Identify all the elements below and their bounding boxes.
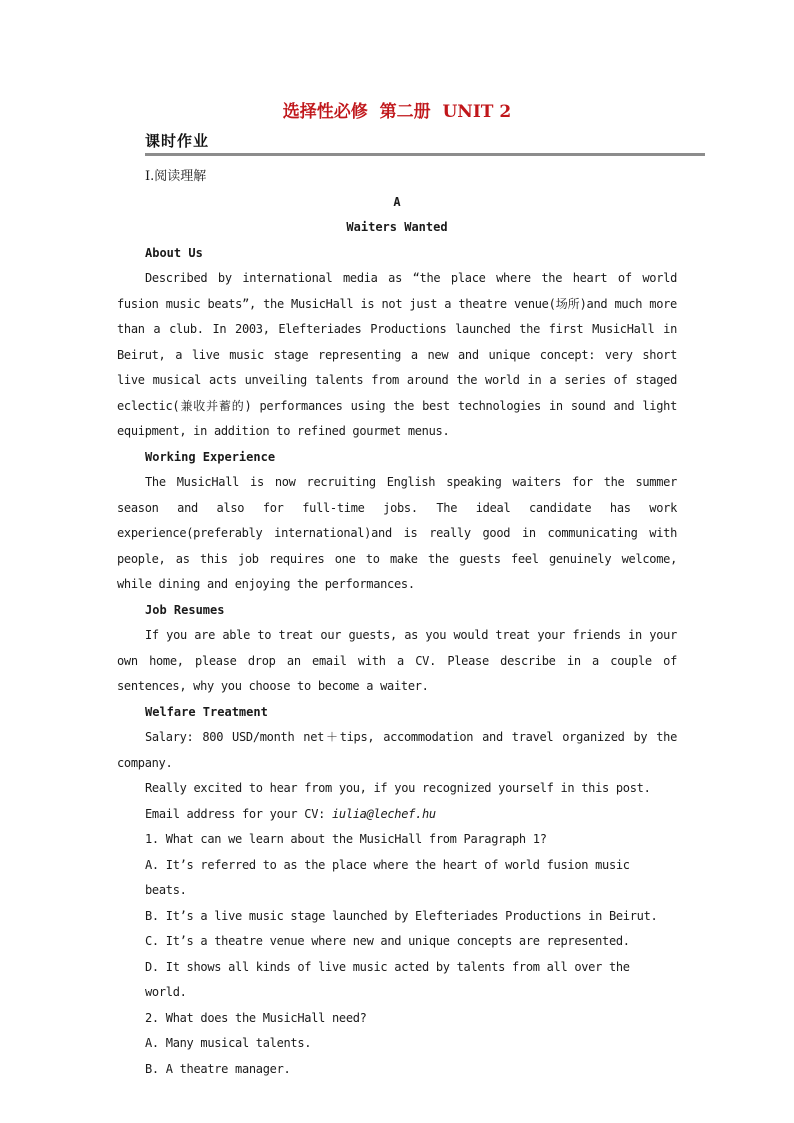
email-address: iulia@lechef.hu (331, 806, 436, 821)
header-divider (145, 153, 705, 156)
passage-title: Waiters Wanted (346, 220, 448, 234)
welfare-heading: Welfare Treatment (145, 704, 268, 719)
document-title: 选择性必修 第二册 UNIT 2 (282, 102, 512, 122)
question-2-option-a: A. Many musical talents. (145, 1036, 312, 1050)
passage-letter: A (393, 194, 401, 209)
email-line (117, 802, 677, 828)
closing-paragraph: Really excited to hear from you, if you recognized yourself in this post. (145, 781, 651, 795)
part-label: Ⅰ.阅读理解 (145, 169, 207, 184)
about-paragraph: Described by international media as “the place where the heart of world fusion music beats”, the MusicHall is not just a theatre venue(场所)and much more than a club. In 2003, Elefteriades Productions launched the first MusicHall in Beirut, a live music stage representing a new and unique concept: very short live musical acts unveiling talents from around the world in a series of staged eclectic(兼收并蓄的) performances using the best technologies in sound and light equipment, in addition to refined gourmet menus. (117, 271, 677, 438)
question-1-stem: 1. What can we learn about the MusicHall from Paragraph 1? (145, 832, 547, 846)
question-2-option-b: B. A theatre manager. (145, 1061, 291, 1076)
email-label: Email address for your CV: (145, 806, 332, 821)
question-1-option-d: D. It shows all kinds of live music acted by talents from all over the world. (145, 959, 630, 999)
document-body (117, 164, 677, 1082)
question-2-stem: 2. What does the MusicHall need? (145, 1010, 367, 1025)
resumes-paragraph: If you are able to treat our guests, as you would treat your friends in your own home, please drop an email with a CV. Please describe in a couple of sentences, why you choose to become a waiter. (117, 628, 677, 693)
question-1-option-c: C. It’s a theatre venue where new and unique concepts are represented. (145, 934, 630, 948)
question-1-option-b: B. It’s a live music stage launched by Elefteriades Productions in Beirut. (145, 908, 658, 923)
welfare-paragraph: Salary: 800 USD/month net＋tips, accommodation and travel organized by the company. (117, 730, 677, 770)
resumes-heading: Job Resumes (145, 602, 225, 617)
about-heading: About Us (145, 245, 203, 260)
section-heading: 课时作业 (145, 132, 210, 150)
experience-heading: Working Experience (145, 449, 276, 464)
experience-paragraph: The MusicHall is now recruiting English speaking waiters for the summer season and also for full-time jobs. The ideal candidate has work experience(preferably international)and is really good in communicating with people, as this job requires one to make the guests feel genuinely welcome, while dining and enjoying the performances. (117, 475, 677, 591)
question-1-option-a: A. It’s referred to as the place where the heart of world fusion music beats. (145, 857, 630, 897)
